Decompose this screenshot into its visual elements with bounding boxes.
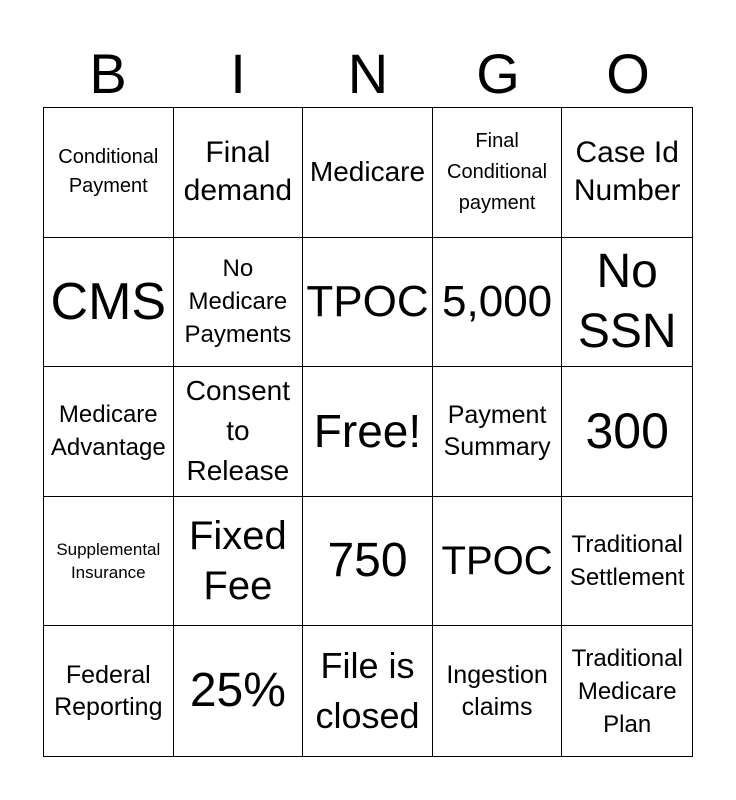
header-letter-g: G	[476, 42, 520, 105]
cell-text: Traditional Medicare Plan	[571, 644, 683, 738]
cell-text: CMS	[50, 272, 167, 331]
cell-text: Payment Summary	[443, 401, 551, 462]
cell-text: 750	[327, 534, 408, 588]
bingo-cell[interactable]	[303, 108, 433, 238]
header-letter-i: I	[230, 42, 246, 105]
bingo-cell[interactable]	[303, 497, 433, 627]
cell-text: No Medicare Payments	[184, 255, 292, 349]
free-space[interactable]	[303, 367, 433, 497]
cell-text: Fixed Fee	[188, 514, 287, 609]
cell-text: Free!	[313, 405, 422, 458]
bingo-cell[interactable]	[44, 108, 174, 238]
bingo-cell[interactable]	[433, 108, 563, 238]
bingo-cell[interactable]	[433, 367, 563, 497]
cell-text: 300	[585, 403, 669, 460]
cell-text: File is closed	[315, 645, 420, 737]
bingo-cell[interactable]	[44, 238, 174, 368]
cell-text: Final Conditional payment	[447, 129, 548, 214]
cell-text: No SSN	[577, 244, 677, 358]
cell-text: Traditional Settlement	[569, 531, 685, 592]
header-letter-n: N	[347, 42, 389, 105]
bingo-cell[interactable]	[562, 626, 692, 756]
bingo-cell[interactable]	[174, 497, 304, 627]
header-letter-b: B	[89, 42, 127, 105]
bingo-board	[43, 107, 693, 757]
bingo-cell[interactable]	[303, 238, 433, 368]
header-letter-o: O	[606, 42, 650, 105]
cell-text: Final demand	[183, 136, 293, 208]
cell-text: TPOC	[306, 276, 429, 326]
bingo-cell[interactable]	[562, 497, 692, 627]
bingo-cell[interactable]	[44, 367, 174, 497]
cell-text: 25%	[189, 664, 286, 718]
cell-text: Medicare	[309, 156, 426, 188]
cell-text: Ingestion claims	[446, 661, 548, 722]
cell-text: Supplemental Insurance	[56, 540, 161, 583]
bingo-cell[interactable]	[44, 626, 174, 756]
bingo-cell[interactable]	[562, 108, 692, 238]
bingo-cell[interactable]	[562, 367, 692, 497]
cell-text: Conditional Payment	[58, 146, 159, 198]
cell-text: Medicare Advantage	[50, 401, 166, 462]
cell-text: Consent to Release	[185, 375, 291, 487]
bingo-cell[interactable]	[303, 626, 433, 756]
cell-text: TPOC	[441, 539, 553, 584]
cell-text: Case Id Number	[573, 136, 681, 208]
bingo-header	[43, 40, 693, 108]
cell-text: Federal Reporting	[54, 661, 163, 722]
cell-text: 5,000	[442, 276, 553, 326]
bingo-cell[interactable]	[433, 238, 563, 368]
bingo-cell[interactable]	[433, 626, 563, 756]
bingo-cell[interactable]	[433, 497, 563, 627]
bingo-cell[interactable]	[174, 626, 304, 756]
bingo-cell[interactable]	[44, 497, 174, 627]
bingo-cell[interactable]	[174, 238, 304, 368]
bingo-cell[interactable]	[562, 238, 692, 368]
bingo-cell[interactable]	[174, 367, 304, 497]
bingo-cell[interactable]	[174, 108, 304, 238]
